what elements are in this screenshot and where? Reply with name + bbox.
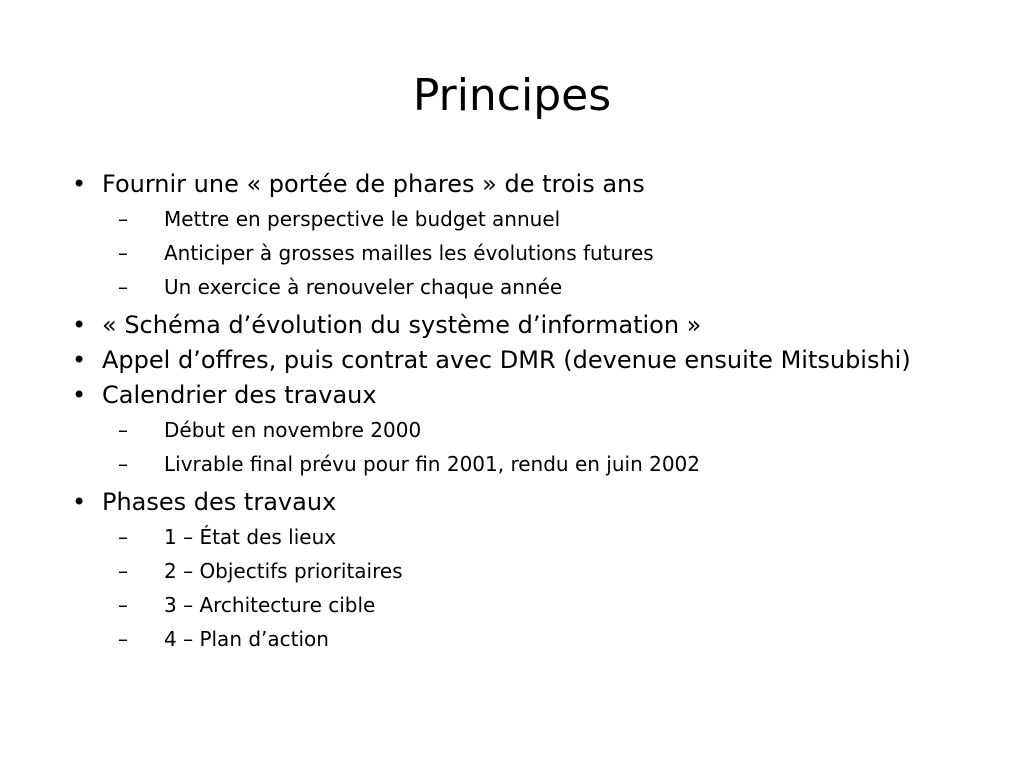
bullet-marker: •: [72, 346, 87, 374]
sub-bullet-item: [98, 447, 972, 481]
bullet-item: [72, 379, 972, 481]
sub-bullet-list: [102, 520, 972, 656]
bullet-text: Appel d’offres, puis contrat avec DMR (devenue ensuite Mitsubishi): [102, 346, 911, 374]
bullet-item: [72, 168, 972, 304]
sub-bullet-item: [98, 520, 972, 554]
sub-bullet-text: Livrable final prévu pour fin 2001, rendu en juin 2002: [164, 452, 701, 476]
sub-bullet-text: Début en novembre 2000: [164, 418, 422, 442]
bullet-item: [72, 486, 972, 656]
sub-bullet-marker: –: [118, 241, 128, 265]
sub-bullet-marker: –: [118, 593, 128, 617]
bullet-text: Fournir une « portée de phares » de trois ans: [102, 170, 645, 198]
sub-bullet-text: Anticiper à grosses mailles les évolutions futures: [164, 241, 654, 265]
sub-bullet-text: 1 – État des lieux: [164, 525, 337, 549]
bullet-text: Phases des travaux: [102, 488, 337, 516]
bullet-list: [72, 168, 972, 661]
sub-bullet-list: [102, 413, 972, 481]
bullet-marker: •: [72, 311, 87, 339]
bullet-marker: •: [72, 488, 87, 516]
slide-title: Principes: [412, 70, 612, 121]
sub-bullet-marker: –: [118, 525, 128, 549]
bullet-text: Calendrier des travaux: [102, 381, 377, 409]
sub-bullet-marker: –: [118, 452, 128, 476]
sub-bullet-text: 2 – Objectifs prioritaires: [164, 559, 403, 583]
sub-bullet-text: 4 – Plan d’action: [164, 627, 329, 651]
sub-bullet-marker: –: [118, 627, 128, 651]
sub-bullet-text: 3 – Architecture cible: [164, 593, 376, 617]
sub-bullet-marker: –: [118, 559, 128, 583]
sub-bullet-item: [98, 202, 972, 236]
sub-bullet-text: Mettre en perspective le budget annuel: [164, 207, 561, 231]
sub-bullet-marker: –: [118, 207, 128, 231]
sub-bullet-item: [98, 413, 972, 447]
sub-bullet-list: [102, 202, 972, 304]
bullet-marker: •: [72, 381, 87, 409]
sub-bullet-item: [98, 554, 972, 588]
bullet-item: [72, 344, 972, 374]
bullet-marker: •: [72, 170, 87, 198]
sub-bullet-item: [98, 588, 972, 622]
bullet-item: [72, 309, 972, 339]
sub-bullet-item: [98, 270, 972, 304]
sub-bullet-item: [98, 236, 972, 270]
sub-bullet-marker: –: [118, 275, 128, 299]
sub-bullet-marker: –: [118, 418, 128, 442]
sub-bullet-text: Un exercice à renouveler chaque année: [164, 275, 563, 299]
bullet-text: « Schéma d’évolution du système d’information »: [102, 311, 702, 339]
sub-bullet-item: [98, 622, 972, 656]
